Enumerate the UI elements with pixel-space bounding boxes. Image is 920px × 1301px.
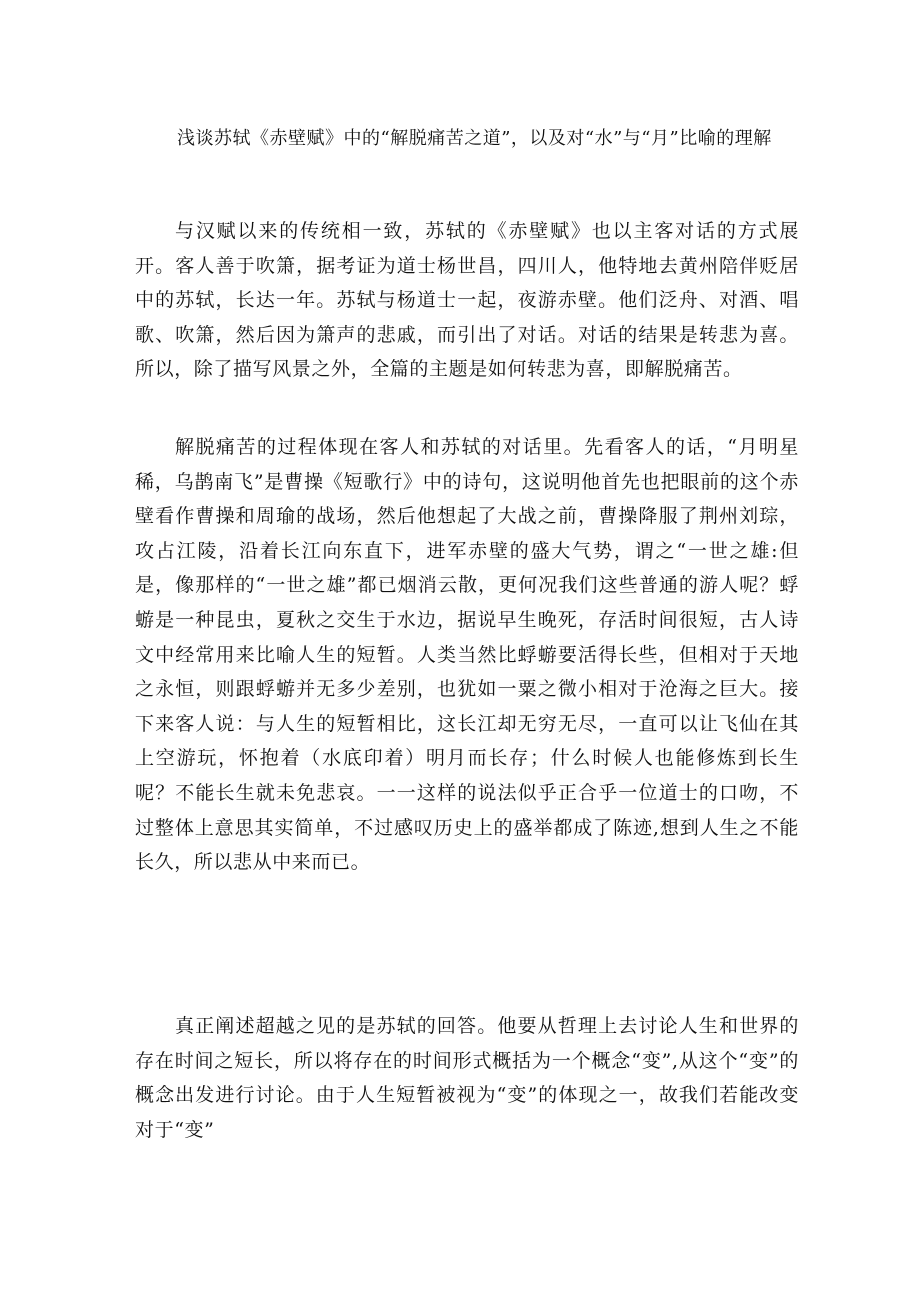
document-title: 浅谈苏轼《赤壁赋》中的“解脱痛苦之道”，以及对“水”与“月”比喻的理解: [177, 128, 772, 149]
paragraph-1: 与汉赋以来的传统相一致，苏轼的《赤壁赋》也以主客对话的方式展开。客人善于吹箫，据考证为道士杨世昌，四川人，他特地去黄州陪伴贬居中的苏轼，长达一年。苏轼与杨道士一起，夜游赤壁。他们泛舟、对酒、唱歌、吹箫，然后因为箫声的悲戚，而引出了对话。对话的结果是转悲为喜。所以，除了描写风景之外，全篇的主题是如何转悲为喜，即解脱痛苦。: [135, 220, 799, 381]
paragraph-3: 真正阐述超越之见的是苏轼的回答。他要从哲理上去讨论人生和世界的存在时间之短长，所以将存在的时间形式概括为一个概念“变”,从这个“变”的概念出发进行讨论。由于人生短暂被视为“变”的体现之一，故我们若能改变对于“变”: [135, 1015, 799, 1141]
paragraph-2: 解脱痛苦的过程体现在客人和苏轼的对话里。先看客人的话，“月明星稀，乌鹊南飞”是曹操《短歌行》中的诗句，这说明他首先也把眼前的这个赤壁看作曹操和周瑜的战场，然后他想起了大战之前，曹操降服了荆州刘琮，攻占江陵，沿着长江向东直下，进军赤壁的盛大气势，谓之“一世之雄:但是，像那样的“一世之雄”都已烟消云散，更何况我们这些普通的游人呢？蜉蝣是一种昆虫，夏秋之交生于水边，据说早生晚死，存活时间很短，古人诗文中经常用来比喻人生的短暂。人类当然比蜉蝣要活得长些，但相对于天地之永恒，则跟蜉蝣并无多少差别，也犹如一粟之微小相对于沧海之巨大。接下来客人说：与人生的短暂相比，这长江却无穷无尽，一直可以让飞仙在其上空游玩，怀抱着（水底印着）明月而长存；什么时候人也能修炼到长生呢？不能长生就未免悲哀。一一这样的说法似乎正合乎一位道士的口吻，不过整体上意思其实简单，不过感叹历史上的盛举都成了陈迹,想到人生之不能长久，所以悲从中来而已。: [135, 436, 799, 874]
